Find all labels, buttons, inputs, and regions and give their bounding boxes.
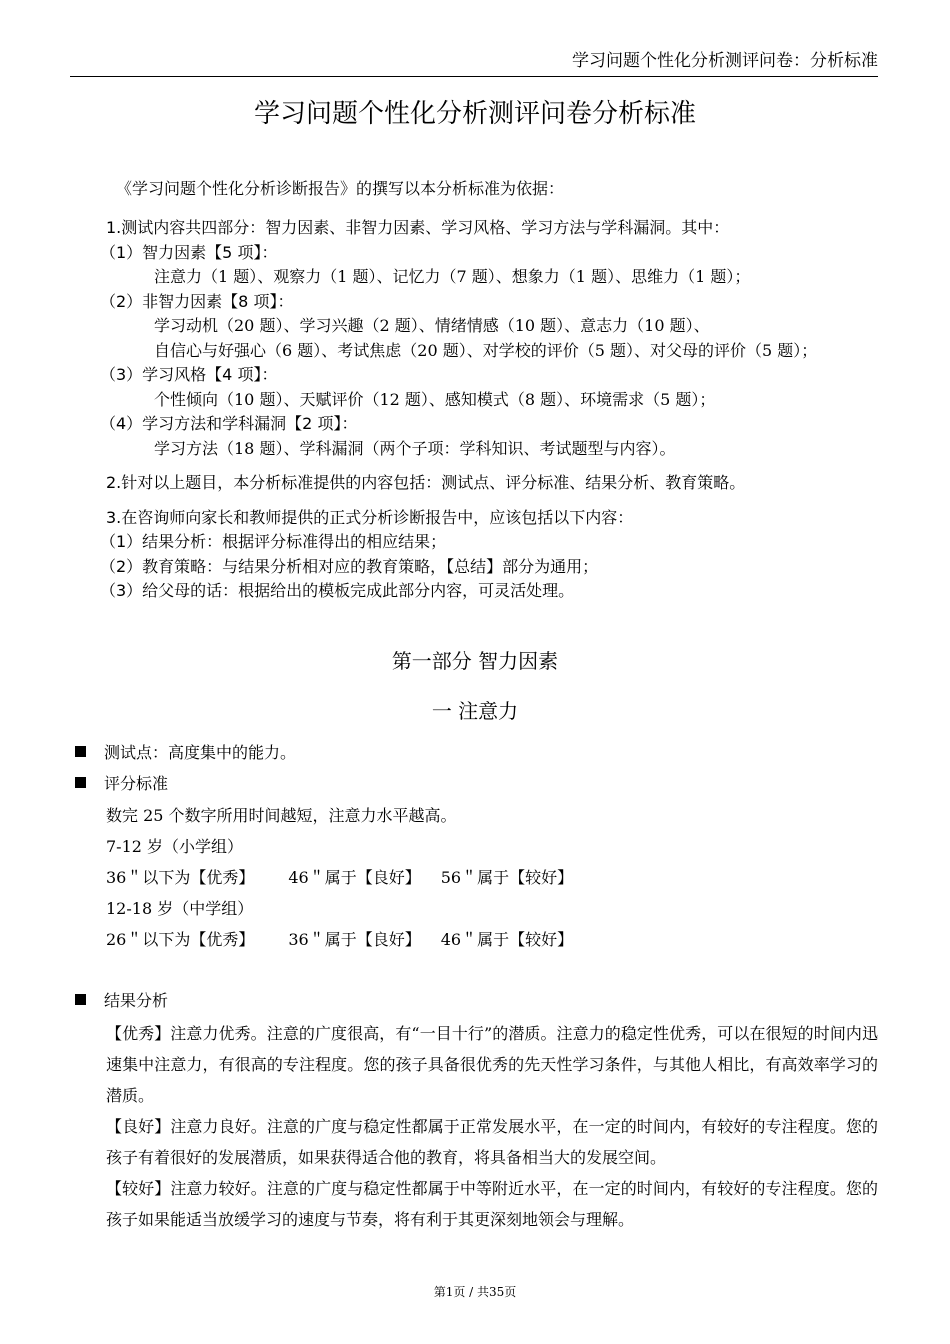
scoring-label: 评分标准 xyxy=(104,774,169,793)
intro-text: 《学习问题个性化分析诊断报告》的撰写以本分析标准为依据： xyxy=(116,179,565,198)
group-1-level-excellent: 36＂以下为【优秀】 xyxy=(106,868,255,887)
group-2-label: 12-18 岁（中学组） xyxy=(106,899,254,918)
running-header: 学习问题个性化分析测评问卷：分析标准 xyxy=(572,51,878,71)
result-good: 【良好】注意力良好。注意的广度与稳定性都属于正常发展水平，在一定的时间内，有较好的专注程度。您的孩子有着很好的发展潜质，如果获得适合他的教育，将具备相当大的发展空间。 xyxy=(106,1117,878,1167)
section-1-heading: 1.测试内容共四部分：智力因素、非智力因素、学习风格、学习方法与学科漏洞。其中： xyxy=(106,218,730,237)
section-3-item-2: （2）教育策略：与结果分析相对应的教育策略，【总结】部分为通用； xyxy=(100,556,599,576)
scoring-block xyxy=(106,800,878,955)
section-1 xyxy=(100,216,818,604)
header-rule xyxy=(70,76,878,77)
square-bullet-icon xyxy=(75,994,86,1005)
section-3-heading: 3.在咨询师向家长和教师提供的正式分析诊断报告中，应该包括以下内容： xyxy=(106,507,634,527)
bullet-result xyxy=(75,986,168,1016)
group-2-level-fair: 46＂属于【较好】 xyxy=(440,930,574,949)
group-2-levels xyxy=(106,924,878,955)
part-3-heading: （3）学习风格【4 项】： xyxy=(100,365,278,384)
result-excellent: 【优秀】注意力优秀。注意的广度很高，有“一目十行”的潜质。注意力的稳定性优秀，可以在很短的时间内迅速集中注意力，有很高的专注程度。您的孩子具备很优秀的先天性学习条件，与其他人相比，有高效率学习的潜质。 xyxy=(106,1024,878,1105)
result-block xyxy=(106,1018,878,1235)
section-3-item-3: （3）给父母的话：根据给出的模板完成此部分内容，可灵活处理。 xyxy=(100,581,575,600)
result-label: 结果分析 xyxy=(104,991,169,1010)
square-bullet-icon xyxy=(75,746,86,757)
bullet-scoring xyxy=(75,769,168,799)
group-1-level-good: 46＂属于【良好】 xyxy=(288,868,421,887)
part-title: 第一部分 智力因素 xyxy=(391,649,559,673)
section-3-item-1: （1）结果分析：根据评分标准得出的相应结果； xyxy=(100,532,447,551)
part-4-heading: （4）学习方法和学科漏洞【2 项】： xyxy=(100,414,358,433)
group-1-levels xyxy=(106,862,878,893)
group-2-level-good: 36＂属于【良好】 xyxy=(288,930,421,949)
test-point-text: 测试点：高度集中的能力。 xyxy=(104,743,297,762)
part-3-line: 个性倾向（10 题）、天赋评价（12 题）、感知模式（8 题）、环境需求（5 题）； xyxy=(154,389,716,409)
page-footer: 第1页 / 共35页 xyxy=(433,1285,517,1299)
scoring-rule: 数完 25 个数字所用时间越短，注意力水平越高。 xyxy=(106,806,457,825)
part-2-heading: （2）非智力因素【8 项】： xyxy=(100,291,294,311)
section-2-heading: 2.针对以上题目，本分析标准提供的内容包括：测试点、评分标准、结果分析、教育策略。 xyxy=(106,473,746,492)
chapter-title: 一 注意力 xyxy=(431,699,519,723)
part-4-line: 学习方法（18 题）、学科漏洞（两个子项：学科知识、考试题型与内容）。 xyxy=(154,438,676,458)
group-1-level-fair: 56＂属于【较好】 xyxy=(440,868,574,887)
part-2-line-2: 自信心与好强心（6 题）、考试焦虑（20 题）、对学校的评价（5 题）、对父母的评价（5 题）； xyxy=(154,340,818,360)
part-1-heading: （1）智力因素【5 项】： xyxy=(100,242,278,262)
group-1-label: 7-12 岁（小学组） xyxy=(106,837,244,856)
square-bullet-icon xyxy=(75,777,86,788)
result-fair: 【较好】注意力较好。注意的广度与稳定性都属于中等附近水平，在一定的时间内，有较好的专注程度。您的孩子如果能适当放缓学习的速度与节奏，将有利于其更深刻地领会与理解。 xyxy=(106,1179,878,1229)
bullet-test-point xyxy=(75,738,296,768)
part-2-line-1: 学习动机（20 题）、学习兴趣（2 题）、情绪情感（10 题）、意志力（10 题）、 xyxy=(154,316,710,335)
page-title: 学习问题个性化分析测评问卷分析标准 xyxy=(253,99,696,129)
group-2-level-excellent: 26＂以下为【优秀】 xyxy=(106,930,255,949)
part-1-line: 注意力（1 题）、观察力（1 题）、记忆力（7 题）、想象力（1 题）、思维力（1 题）； xyxy=(154,267,751,286)
